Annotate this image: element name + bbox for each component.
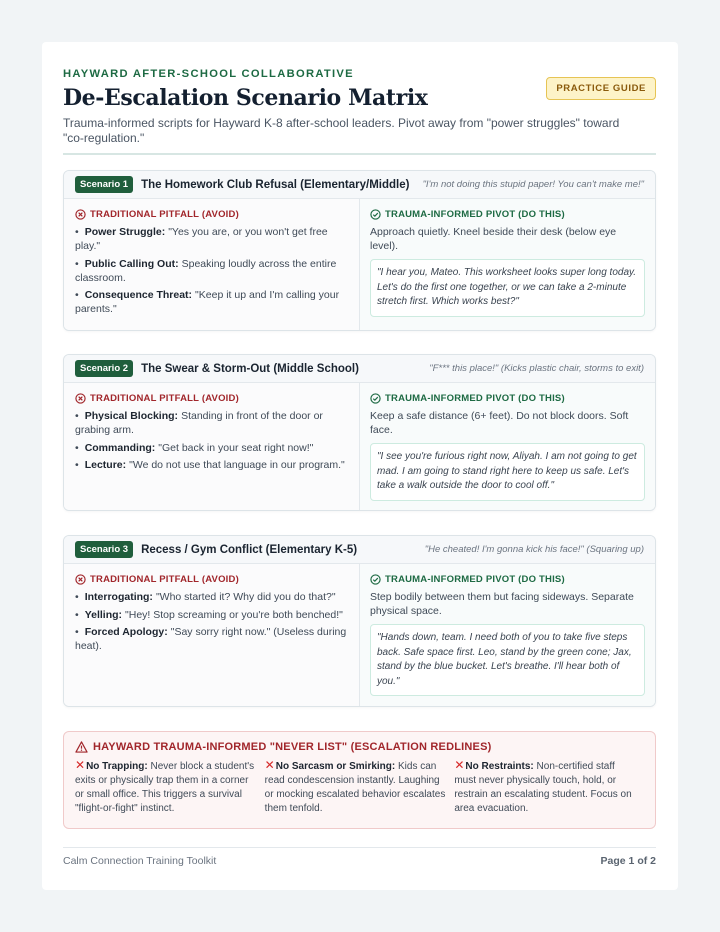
never-term: No Sarcasm or Smirking:	[275, 761, 396, 772]
never-text: Never block a student's exits or physically trap them in a corner or small office. This triggers a survival "flight-or-fight" instinct.	[75, 761, 255, 814]
list-item	[75, 441, 348, 455]
header-divider	[63, 153, 656, 155]
footer-divider	[63, 847, 656, 848]
scenario-header	[64, 536, 655, 564]
pivot-column	[360, 383, 655, 510]
never-item	[454, 758, 644, 816]
pivot-instruction: Keep a safe distance (6+ feet). Do not block doors. Soft face.	[370, 410, 629, 436]
never-item	[75, 758, 265, 816]
red-x-icon: ✕	[75, 758, 86, 772]
scenario-title: The Homework Club Refusal (Elementary/Middle)	[141, 178, 410, 191]
bullet: •	[75, 608, 79, 621]
pitfall-text: "Say sorry right now." (Useless during heat).	[75, 626, 347, 652]
bullet: •	[75, 257, 79, 270]
pitfall-column	[64, 199, 360, 330]
scenario-quote: "F*** this place!" (Kicks plastic chair, storms to exit)	[429, 363, 644, 374]
never-list	[63, 731, 656, 829]
never-list-title: HAYWARD TRAUMA-INFORMED "NEVER LIST" (ESCALATION REDLINES)	[93, 741, 492, 753]
warning-icon	[75, 741, 88, 753]
bullet: •	[75, 226, 79, 238]
scenario-tag: Scenario 2	[75, 360, 133, 377]
pitfall-text: "Who started it? Why did you do that?"	[155, 591, 336, 603]
never-text: Kids can read condescension instantly. Laughing or mocking escalated behavior escalates them tenfold.	[264, 761, 446, 814]
check-circle-icon	[370, 574, 381, 585]
footer-toolkit-name: Calm Connection Training Toolkit	[63, 855, 217, 867]
pitfall-term: Forced Apology:	[84, 626, 168, 638]
pitfall-heading: TRADITIONAL PITFALL (AVOID)	[90, 574, 239, 585]
scenario-card-2	[63, 354, 656, 511]
never-term: No Trapping:	[86, 761, 148, 772]
scenario-card-3	[63, 535, 656, 707]
scenario-tag: Scenario 3	[75, 541, 133, 558]
pivot-script: "I see you're furious right now, Aliyah. I am not going to get mad. I am going to stand right here to keep us safe. Let's take a walk outside the door to cool off."	[370, 443, 645, 501]
pitfall-column	[64, 383, 360, 510]
bullet: •	[75, 591, 79, 603]
list-item	[75, 458, 348, 472]
pivot-script: "Hands down, team. I need both of you to take five steps back. Safe space first. Leo, stand by the green cone; Jax, stand by the blue bucket. Let's breathe. I'll hear both of you."	[370, 624, 645, 696]
red-x-icon: ✕	[264, 758, 275, 772]
pitfall-term: Public Calling Out:	[84, 257, 179, 270]
pitfall-text: "Get back in your seat right now!"	[158, 441, 314, 454]
pitfall-text: "Yes you are, or you won't get free play."	[75, 226, 328, 252]
page-number: Page 1 of 2	[600, 855, 656, 867]
pitfall-term: Consequence Threat:	[84, 289, 193, 301]
scenario-tag: Scenario 1	[75, 176, 133, 193]
never-term: No Restraints:	[465, 761, 534, 772]
x-circle-icon	[75, 393, 86, 404]
pivot-heading: TRAUMA-INFORMED PIVOT (DO THIS)	[385, 393, 565, 404]
bullet: •	[75, 626, 79, 638]
scenario-quote: "I'm not doing this stupid paper! You can't make me!"	[422, 179, 644, 190]
pivot-column	[360, 564, 655, 706]
pitfall-term: Commanding:	[84, 441, 156, 454]
never-item	[265, 758, 455, 816]
scenario-header	[64, 171, 655, 199]
page-title: De-Escalation Scenario Matrix	[63, 85, 428, 111]
bullet: •	[75, 459, 79, 471]
list-item	[75, 608, 348, 622]
list-item	[75, 225, 348, 253]
pitfall-text: "We do not use that language in our program."	[129, 459, 345, 471]
x-circle-icon	[75, 574, 86, 585]
bullet: •	[75, 410, 79, 422]
check-circle-icon	[370, 393, 381, 404]
scenario-quote: "He cheated! I'm gonna kick his face!" (Squaring up)	[424, 544, 644, 555]
pitfall-term: Yelling:	[84, 608, 123, 621]
scenario-title: Recess / Gym Conflict (Elementary K-5)	[141, 543, 358, 556]
list-item	[75, 625, 348, 653]
pivot-instruction: Approach quietly. Kneel beside their desk (below eye level).	[370, 226, 617, 252]
pivot-instruction: Step bodily between them but facing sideways. Separate physical space.	[370, 591, 634, 617]
scenario-header	[64, 355, 655, 383]
bullet: •	[75, 289, 79, 301]
pitfall-text: Standing in front of the door or grabing arm.	[75, 410, 323, 436]
org-name: HAYWARD AFTER-SCHOOL COLLABORATIVE	[63, 68, 354, 80]
list-item	[75, 590, 348, 604]
practice-guide-badge: PRACTICE GUIDE	[546, 77, 656, 100]
pitfall-term: Physical Blocking:	[84, 410, 179, 422]
document-page	[42, 42, 678, 890]
list-item	[75, 409, 348, 437]
pitfall-column	[64, 564, 360, 706]
pivot-script: "I hear you, Mateo. This worksheet looks super long today. Let's do the first one together, or we can take a 2-minute stretch first. Which works best?"	[370, 259, 645, 317]
pitfall-term: Interrogating:	[84, 591, 153, 603]
scenario-card-1	[63, 170, 656, 331]
pivot-heading: TRAUMA-INFORMED PIVOT (DO THIS)	[385, 209, 565, 220]
pitfall-heading: TRADITIONAL PITFALL (AVOID)	[90, 393, 239, 404]
x-circle-icon	[75, 209, 86, 220]
red-x-icon: ✕	[454, 758, 465, 772]
page-subtitle: Trauma-informed scripts for Hayward K-8 after-school leaders. Pivot away from "power struggles" toward "co-regulation."	[63, 116, 620, 145]
pitfall-heading: TRADITIONAL PITFALL (AVOID)	[90, 209, 239, 220]
pitfall-term: Lecture:	[84, 459, 127, 471]
pivot-column	[360, 199, 655, 330]
list-item	[75, 288, 348, 316]
pitfall-text: "Hey! Stop screaming or you're both benched!"	[125, 608, 343, 621]
bullet: •	[75, 441, 79, 454]
pivot-heading: TRAUMA-INFORMED PIVOT (DO THIS)	[385, 574, 565, 585]
never-text: Non-certified staff must never physically touch, hold, or restrain an escalating student. Focus on area evacuation.	[454, 761, 632, 814]
pitfall-text: Speaking loudly across the entire classroom.	[75, 257, 337, 284]
pitfall-text: "Keep it up and I'm calling your parents."	[75, 289, 340, 315]
check-circle-icon	[370, 209, 381, 220]
pitfall-term: Power Struggle:	[84, 226, 166, 238]
scenario-title: The Swear & Storm-Out (Middle School)	[141, 362, 359, 375]
list-item	[75, 257, 348, 285]
